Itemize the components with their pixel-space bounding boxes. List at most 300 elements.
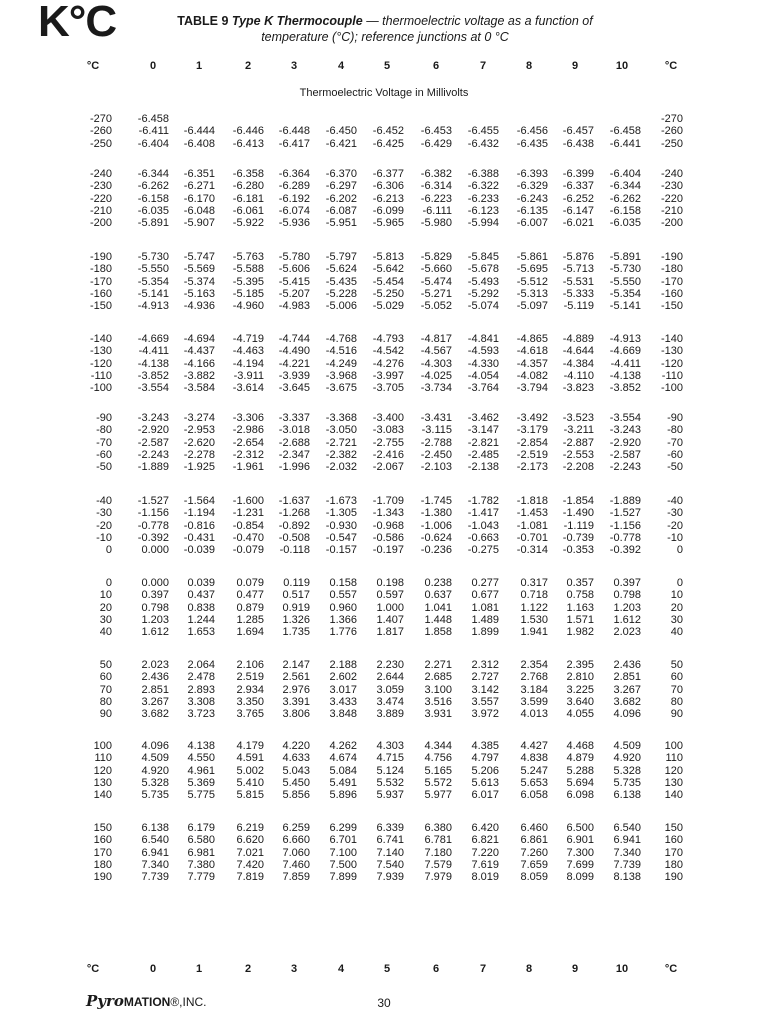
header-top-col-1: 0 bbox=[149, 60, 157, 72]
row-temp-label-right: -150 bbox=[660, 300, 683, 313]
table-row bbox=[0, 696, 768, 708]
voltage-cell: -3.523 bbox=[562, 412, 594, 424]
voltage-cell: 5.043 bbox=[282, 764, 310, 777]
voltage-cell: 0.198 bbox=[376, 577, 404, 589]
table-row bbox=[0, 180, 768, 192]
voltage-cell: -0.930 bbox=[325, 519, 357, 532]
voltage-cell: 4.509 bbox=[613, 740, 641, 752]
row-temp-label: 60 bbox=[99, 671, 112, 684]
voltage-cell: -5.730 bbox=[137, 251, 169, 263]
voltage-cell: 6.058 bbox=[520, 789, 548, 802]
header-bottom-col-11: 10 bbox=[615, 963, 629, 975]
header-bottom-col-2: 1 bbox=[195, 963, 203, 975]
voltage-cell: 1.448 bbox=[424, 613, 452, 626]
voltage-cell: -4.138 bbox=[609, 369, 641, 382]
voltage-cell: -6.147 bbox=[562, 204, 594, 217]
header-bottom-col-1: 0 bbox=[149, 963, 157, 975]
voltage-cell: -4.669 bbox=[137, 333, 169, 345]
voltage-cell: 2.644 bbox=[376, 671, 404, 684]
voltage-cell: -0.663 bbox=[467, 531, 499, 544]
voltage-cell: -6.358 bbox=[232, 168, 264, 180]
voltage-cell: -2.821 bbox=[467, 436, 499, 449]
row-temp-label: 80 bbox=[99, 695, 112, 708]
row-temp-label: -30 bbox=[96, 507, 112, 520]
voltage-cell: -5.029 bbox=[372, 300, 404, 313]
row-temp-label-right: 150 bbox=[664, 822, 683, 834]
voltage-cell: -6.202 bbox=[325, 192, 357, 205]
voltage-cell: -0.739 bbox=[562, 531, 594, 544]
table-type: Type K Thermocouple bbox=[231, 14, 363, 28]
voltage-cell: -5.763 bbox=[232, 251, 264, 263]
voltage-cell: -5.891 bbox=[137, 217, 169, 230]
voltage-cell: -0.392 bbox=[137, 531, 169, 544]
title-line-1 bbox=[150, 13, 620, 29]
row-group bbox=[0, 577, 768, 638]
voltage-cell: 3.599 bbox=[520, 695, 548, 708]
voltage-cell: 5.856 bbox=[282, 789, 310, 802]
voltage-cell: -3.274 bbox=[183, 412, 215, 424]
row-temp-label-right: 80 bbox=[670, 695, 683, 708]
voltage-cell: 5.572 bbox=[424, 776, 452, 789]
voltage-cell: -5.861 bbox=[516, 251, 548, 263]
voltage-cell: 1.776 bbox=[329, 626, 357, 639]
table-row bbox=[0, 589, 768, 601]
voltage-cell: -2.138 bbox=[467, 461, 499, 474]
voltage-cell: 2.312 bbox=[471, 659, 499, 671]
voltage-cell: 4.674 bbox=[329, 752, 357, 765]
voltage-cell: -5.395 bbox=[232, 275, 264, 288]
voltage-cell: -6.035 bbox=[609, 217, 641, 230]
row-temp-label-right: -20 bbox=[667, 519, 683, 532]
voltage-cell: 7.220 bbox=[471, 846, 499, 859]
voltage-cell: 0.079 bbox=[236, 577, 264, 589]
voltage-cell: 3.931 bbox=[424, 708, 452, 721]
voltage-cell: -5.074 bbox=[467, 300, 499, 313]
voltage-cell: 6.540 bbox=[141, 834, 169, 847]
voltage-cell: -3.243 bbox=[137, 412, 169, 424]
row-temp-label: -230 bbox=[89, 180, 112, 193]
voltage-cell: 3.350 bbox=[236, 695, 264, 708]
voltage-cell: 5.532 bbox=[376, 776, 404, 789]
voltage-cell: -3.764 bbox=[467, 382, 499, 395]
voltage-cell: -5.141 bbox=[137, 287, 169, 300]
voltage-cell: -4.793 bbox=[372, 333, 404, 345]
voltage-cell: -6.223 bbox=[420, 192, 452, 205]
voltage-cell: 5.896 bbox=[329, 789, 357, 802]
voltage-cell: 2.106 bbox=[236, 659, 264, 671]
voltage-cell: 5.653 bbox=[520, 776, 548, 789]
voltage-cell: -6.099 bbox=[372, 204, 404, 217]
voltage-cell: -4.960 bbox=[232, 300, 264, 313]
voltage-cell: -4.744 bbox=[278, 333, 310, 345]
voltage-cell: 3.267 bbox=[141, 695, 169, 708]
voltage-cell: 5.328 bbox=[141, 776, 169, 789]
table-row bbox=[0, 205, 768, 217]
voltage-cell: 6.460 bbox=[520, 822, 548, 834]
voltage-cell: 6.339 bbox=[376, 822, 404, 834]
voltage-cell: 6.138 bbox=[141, 822, 169, 834]
voltage-cell: 3.516 bbox=[424, 695, 452, 708]
voltage-cell: 5.410 bbox=[236, 776, 264, 789]
voltage-cell: -6.021 bbox=[562, 217, 594, 230]
row-temp-label-right: -180 bbox=[660, 263, 683, 276]
voltage-cell: -5.747 bbox=[183, 251, 215, 263]
row-temp-label: -180 bbox=[89, 263, 112, 276]
voltage-cell: -4.437 bbox=[183, 345, 215, 358]
voltage-cell: -5.845 bbox=[467, 251, 499, 263]
voltage-cell: -5.730 bbox=[609, 263, 641, 276]
voltage-cell: -0.118 bbox=[279, 544, 310, 557]
voltage-cell: -6.429 bbox=[420, 137, 452, 150]
table-row bbox=[0, 544, 768, 556]
voltage-cell: -3.734 bbox=[420, 382, 452, 395]
row-temp-label: 170 bbox=[93, 846, 112, 859]
voltage-cell: -1.889 bbox=[609, 495, 641, 507]
voltage-cell: 5.735 bbox=[141, 789, 169, 802]
voltage-cell: -6.438 bbox=[562, 137, 594, 150]
voltage-cell: 5.450 bbox=[282, 776, 310, 789]
voltage-cell: -3.968 bbox=[325, 369, 357, 382]
voltage-cell: -5.374 bbox=[183, 275, 215, 288]
voltage-cell: -6.061 bbox=[232, 204, 264, 217]
voltage-cell: -3.431 bbox=[420, 412, 452, 424]
table-row bbox=[0, 847, 768, 859]
header-bottom-col-12: °C bbox=[664, 963, 678, 975]
voltage-cell: -6.351 bbox=[183, 168, 215, 180]
voltage-cell: -4.194 bbox=[232, 357, 264, 370]
table-row bbox=[0, 113, 768, 125]
voltage-cell: 0.637 bbox=[424, 589, 452, 602]
voltage-cell: -5.313 bbox=[516, 287, 548, 300]
voltage-cell: -1.194 bbox=[183, 507, 215, 520]
voltage-cell: 5.369 bbox=[187, 776, 215, 789]
row-temp-label-right: -230 bbox=[660, 180, 683, 193]
voltage-cell: 4.220 bbox=[282, 740, 310, 752]
voltage-cell: 7.619 bbox=[471, 858, 499, 871]
voltage-cell: 4.303 bbox=[376, 740, 404, 752]
voltage-cell: 3.889 bbox=[376, 708, 404, 721]
voltage-cell: 1.735 bbox=[282, 626, 310, 639]
voltage-cell: 0.477 bbox=[236, 589, 264, 602]
voltage-cell: -6.280 bbox=[232, 180, 264, 193]
voltage-cell: -0.547 bbox=[325, 531, 357, 544]
voltage-cell: 4.262 bbox=[329, 740, 357, 752]
row-group bbox=[0, 659, 768, 720]
voltage-cell: -6.411 bbox=[138, 125, 169, 138]
voltage-cell: -1.709 bbox=[372, 495, 404, 507]
voltage-cell: -6.306 bbox=[372, 180, 404, 193]
voltage-cell: -2.920 bbox=[137, 424, 169, 437]
table-row bbox=[0, 684, 768, 696]
voltage-cell: 0.039 bbox=[187, 577, 215, 589]
row-temp-label-right: -270 bbox=[660, 113, 683, 125]
voltage-cell: -1.527 bbox=[137, 495, 169, 507]
pyromation-logo bbox=[86, 993, 207, 1010]
voltage-cell: -4.384 bbox=[562, 357, 594, 370]
row-temp-label: -220 bbox=[89, 192, 112, 205]
voltage-cell: -5.907 bbox=[183, 217, 215, 230]
table-row bbox=[0, 125, 768, 137]
voltage-cell: -6.455 bbox=[467, 125, 499, 138]
voltage-cell: 4.344 bbox=[424, 740, 452, 752]
voltage-cell: -6.329 bbox=[516, 180, 548, 193]
voltage-cell: 5.775 bbox=[187, 789, 215, 802]
voltage-cell: 4.096 bbox=[613, 708, 641, 721]
voltage-cell: -6.404 bbox=[137, 137, 169, 150]
voltage-cell: 2.934 bbox=[236, 683, 264, 696]
voltage-cell: -5.097 bbox=[516, 300, 548, 313]
voltage-cell: -0.079 bbox=[232, 544, 264, 557]
voltage-cell: -1.453 bbox=[516, 507, 548, 520]
row-temp-label-right: 40 bbox=[670, 626, 683, 639]
voltage-cell: 7.300 bbox=[566, 846, 594, 859]
voltage-cell: 2.023 bbox=[141, 659, 169, 671]
row-temp-label-right: 100 bbox=[664, 740, 683, 752]
kc-logo: K°C bbox=[38, 0, 117, 46]
voltage-cell: -0.392 bbox=[609, 544, 641, 557]
voltage-cell: -1.818 bbox=[516, 495, 548, 507]
voltage-cell: 7.340 bbox=[613, 846, 641, 859]
row-temp-label: 10 bbox=[99, 589, 112, 602]
voltage-cell: -5.994 bbox=[467, 217, 499, 230]
voltage-cell: 4.797 bbox=[471, 752, 499, 765]
voltage-cell: 6.741 bbox=[376, 834, 404, 847]
row-temp-label: -40 bbox=[96, 495, 112, 507]
voltage-cell: 2.976 bbox=[282, 683, 310, 696]
voltage-cell: -4.768 bbox=[325, 333, 357, 345]
voltage-cell: 3.017 bbox=[329, 683, 357, 696]
voltage-cell: -6.271 bbox=[183, 180, 215, 193]
voltage-cell: -6.457 bbox=[562, 125, 594, 138]
voltage-cell: -5.550 bbox=[609, 275, 641, 288]
table-row bbox=[0, 859, 768, 871]
row-group bbox=[0, 495, 768, 556]
voltage-cell: 2.810 bbox=[566, 671, 594, 684]
row-temp-label-right: -200 bbox=[660, 217, 683, 230]
voltage-cell: 2.602 bbox=[329, 671, 357, 684]
voltage-cell: 4.468 bbox=[566, 740, 594, 752]
voltage-cell: -2.067 bbox=[372, 461, 404, 474]
row-temp-label: 150 bbox=[93, 822, 112, 834]
voltage-cell: -5.435 bbox=[325, 275, 357, 288]
voltage-cell: -4.913 bbox=[609, 333, 641, 345]
voltage-cell: -6.404 bbox=[609, 168, 641, 180]
voltage-cell: 0.437 bbox=[187, 589, 215, 602]
table-row bbox=[0, 659, 768, 671]
voltage-cell: -3.939 bbox=[278, 369, 310, 382]
voltage-cell: 6.179 bbox=[187, 822, 215, 834]
row-group bbox=[0, 412, 768, 473]
row-temp-label-right: 30 bbox=[670, 613, 683, 626]
voltage-cell: 3.391 bbox=[282, 695, 310, 708]
voltage-cell: -1.854 bbox=[562, 495, 594, 507]
voltage-cell: 6.861 bbox=[520, 834, 548, 847]
voltage-cell: -1.006 bbox=[420, 519, 452, 532]
table-row bbox=[0, 217, 768, 229]
voltage-cell: 2.230 bbox=[376, 659, 404, 671]
voltage-cell: -1.268 bbox=[278, 507, 310, 520]
page-number: 30 bbox=[377, 996, 391, 1010]
voltage-cell: -0.892 bbox=[278, 519, 310, 532]
voltage-cell: 8.099 bbox=[566, 871, 594, 884]
voltage-cell: 4.055 bbox=[566, 708, 594, 721]
voltage-cell: 8.019 bbox=[471, 871, 499, 884]
voltage-cell: -6.074 bbox=[278, 204, 310, 217]
table-row bbox=[0, 300, 768, 312]
voltage-cell: 3.184 bbox=[520, 683, 548, 696]
table-row bbox=[0, 288, 768, 300]
voltage-cell: 0.517 bbox=[282, 589, 310, 602]
voltage-cell: 6.500 bbox=[566, 822, 594, 834]
column-header-bottom bbox=[0, 961, 768, 977]
voltage-cell: -2.032 bbox=[325, 461, 357, 474]
voltage-cell: -2.278 bbox=[183, 448, 215, 461]
voltage-cell: -3.050 bbox=[325, 424, 357, 437]
voltage-cell: -1.564 bbox=[183, 495, 215, 507]
voltage-cell: 1.489 bbox=[471, 613, 499, 626]
voltage-cell: -3.115 bbox=[421, 424, 452, 437]
voltage-cell: -1.673 bbox=[325, 495, 357, 507]
voltage-cell: -5.588 bbox=[232, 263, 264, 276]
voltage-cell: 2.893 bbox=[187, 683, 215, 696]
voltage-cell: 4.633 bbox=[282, 752, 310, 765]
row-temp-label: 140 bbox=[93, 789, 112, 802]
voltage-cell: -1.156 bbox=[609, 519, 641, 532]
table-row bbox=[0, 251, 768, 263]
row-temp-label: -200 bbox=[89, 217, 112, 230]
voltage-cell: 0.238 bbox=[424, 577, 452, 589]
header-bottom-col-4: 3 bbox=[290, 963, 298, 975]
voltage-cell: -3.911 bbox=[233, 369, 264, 382]
row-temp-label-right: 60 bbox=[670, 671, 683, 684]
voltage-cell: 4.509 bbox=[141, 752, 169, 765]
voltage-cell: 0.798 bbox=[141, 601, 169, 614]
voltage-cell: -6.435 bbox=[516, 137, 548, 150]
voltage-cell: 5.084 bbox=[329, 764, 357, 777]
row-temp-label-right: 170 bbox=[664, 846, 683, 859]
voltage-cell: -4.669 bbox=[609, 345, 641, 358]
row-temp-label: 50 bbox=[99, 659, 112, 671]
voltage-cell: 7.180 bbox=[424, 846, 452, 859]
voltage-cell: -1.782 bbox=[467, 495, 499, 507]
voltage-cell: 1.081 bbox=[471, 601, 499, 614]
voltage-cell: 2.519 bbox=[236, 671, 264, 684]
voltage-cell: 6.620 bbox=[236, 834, 264, 847]
voltage-cell: 3.308 bbox=[187, 695, 215, 708]
voltage-cell: -4.138 bbox=[137, 357, 169, 370]
voltage-cell: -5.474 bbox=[420, 275, 452, 288]
row-temp-label-right: -60 bbox=[667, 448, 683, 461]
voltage-cell: 1.203 bbox=[613, 601, 641, 614]
voltage-cell: 3.474 bbox=[376, 695, 404, 708]
row-temp-label-right: -210 bbox=[660, 204, 683, 217]
voltage-cell: 1.899 bbox=[471, 626, 499, 639]
voltage-cell: 0.357 bbox=[566, 577, 594, 589]
voltage-cell: 5.694 bbox=[566, 776, 594, 789]
voltage-cell: 5.002 bbox=[236, 764, 264, 777]
row-temp-label: 0 bbox=[105, 544, 112, 557]
voltage-cell: 1.694 bbox=[236, 626, 264, 639]
voltage-cell: -4.593 bbox=[467, 345, 499, 358]
voltage-cell: -0.624 bbox=[420, 531, 452, 544]
voltage-cell: -2.587 bbox=[137, 436, 169, 449]
voltage-cell: -6.213 bbox=[372, 192, 404, 205]
voltage-cell: -5.642 bbox=[372, 263, 404, 276]
row-temp-label-right: -140 bbox=[660, 333, 683, 345]
voltage-cell: -3.705 bbox=[372, 382, 404, 395]
header-top-col-6: 5 bbox=[383, 60, 391, 72]
voltage-cell: 6.941 bbox=[613, 834, 641, 847]
voltage-cell: -3.882 bbox=[183, 369, 215, 382]
voltage-cell: 2.561 bbox=[282, 671, 310, 684]
voltage-cell: -6.170 bbox=[183, 192, 215, 205]
voltage-cell: 3.100 bbox=[424, 683, 452, 696]
voltage-cell: 0.000 bbox=[141, 577, 169, 589]
voltage-cell: 0.919 bbox=[282, 601, 310, 614]
table-row bbox=[0, 412, 768, 424]
voltage-cell: 7.819 bbox=[236, 871, 264, 884]
voltage-cell: 1.982 bbox=[566, 626, 594, 639]
voltage-cell: -4.303 bbox=[420, 357, 452, 370]
voltage-cell: -6.408 bbox=[183, 137, 215, 150]
table-row bbox=[0, 602, 768, 614]
voltage-cell: -6.337 bbox=[562, 180, 594, 193]
voltage-cell: -1.889 bbox=[137, 461, 169, 474]
voltage-cell: -5.695 bbox=[516, 263, 548, 276]
row-temp-label-right: -90 bbox=[667, 412, 683, 424]
row-temp-label-right: 140 bbox=[664, 789, 683, 802]
row-temp-label: -170 bbox=[89, 275, 112, 288]
voltage-cell: 0.960 bbox=[329, 601, 357, 614]
voltage-cell: 7.659 bbox=[520, 858, 548, 871]
table-number: TABLE 9 bbox=[177, 14, 229, 28]
voltage-cell: 6.259 bbox=[282, 822, 310, 834]
row-temp-label-right: -160 bbox=[660, 287, 683, 300]
table-row bbox=[0, 871, 768, 883]
voltage-cell: -4.025 bbox=[420, 369, 452, 382]
voltage-cell: -6.007 bbox=[516, 217, 548, 230]
voltage-cell: -3.997 bbox=[372, 369, 404, 382]
row-temp-label: 40 bbox=[99, 626, 112, 639]
voltage-cell: 5.977 bbox=[424, 789, 452, 802]
row-temp-label-right: -50 bbox=[667, 461, 683, 474]
voltage-cell: -4.841 bbox=[467, 333, 499, 345]
header-top-col-0: °C bbox=[86, 60, 100, 72]
row-temp-label: -270 bbox=[89, 113, 112, 125]
voltage-cell: -3.179 bbox=[516, 424, 548, 437]
voltage-cell: -5.119 bbox=[563, 300, 594, 313]
voltage-cell: 0.000 bbox=[141, 544, 169, 557]
voltage-cell: 3.682 bbox=[141, 708, 169, 721]
voltage-cell: -1.305 bbox=[325, 507, 357, 520]
voltage-cell: 2.478 bbox=[187, 671, 215, 684]
voltage-cell: -6.289 bbox=[278, 180, 310, 193]
voltage-cell: -3.368 bbox=[325, 412, 357, 424]
table-row bbox=[0, 822, 768, 834]
voltage-cell: -5.876 bbox=[562, 251, 594, 263]
voltage-cell: -6.192 bbox=[278, 192, 310, 205]
row-temp-label: -90 bbox=[96, 412, 112, 424]
voltage-cell: -5.271 bbox=[420, 287, 452, 300]
voltage-cell: -1.527 bbox=[609, 507, 641, 520]
brand-suffix: ®,INC. bbox=[170, 995, 207, 1009]
voltage-cell: -6.370 bbox=[325, 168, 357, 180]
voltage-cell: -6.262 bbox=[609, 192, 641, 205]
voltage-cell: -1.961 bbox=[232, 461, 264, 474]
voltage-cell: 7.899 bbox=[329, 871, 357, 884]
header-bottom-col-8: 7 bbox=[479, 963, 487, 975]
voltage-cell: -4.249 bbox=[325, 357, 357, 370]
